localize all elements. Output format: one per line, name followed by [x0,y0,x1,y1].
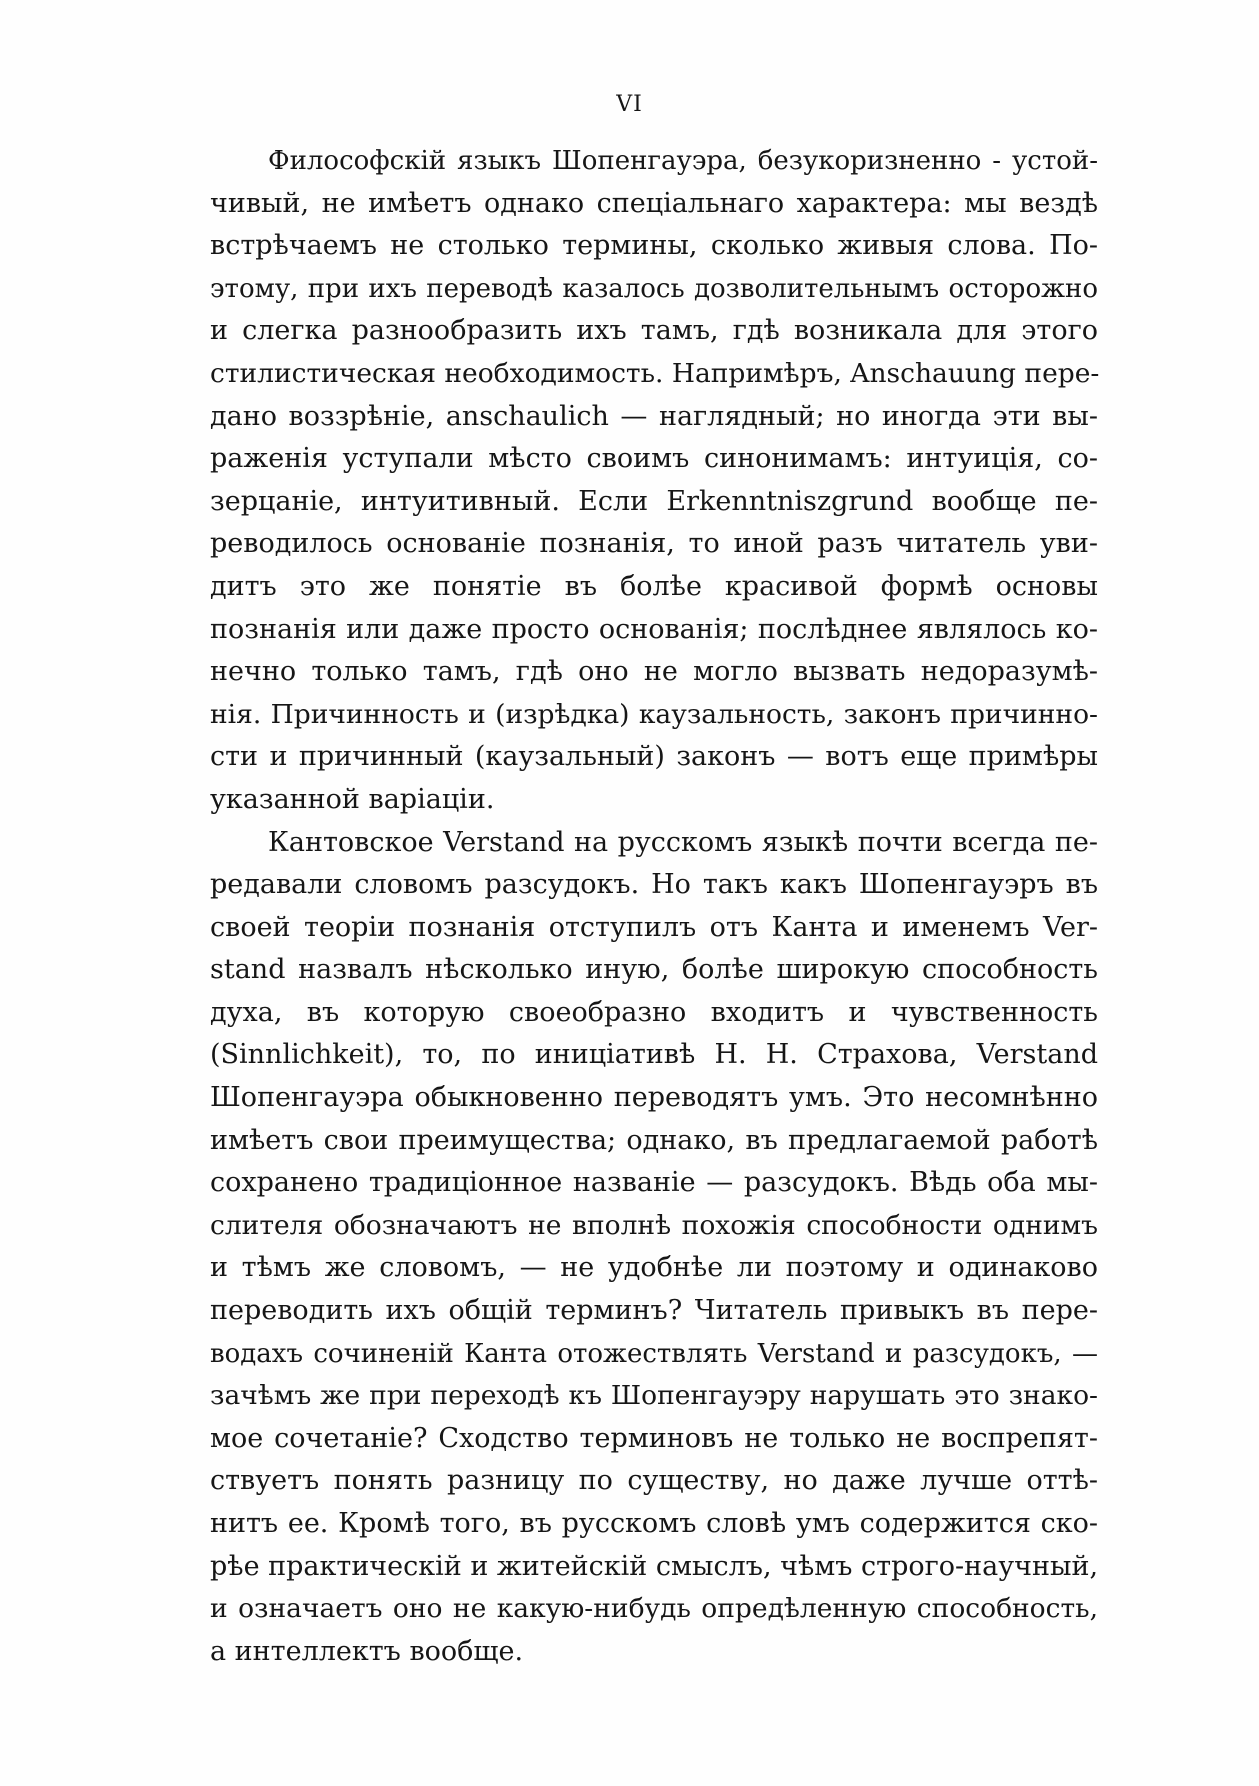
text-line: Кантовское Verstand на русскомъ языкѣ почти всегда пе- [268,826,1098,858]
text-line: нія. Причинность и (изрѣдка) каузальность, законъ причинно- [210,698,1098,730]
paragraph-1 [152,140,1098,822]
text-line: stand назвалъ нѣсколько иную, болѣе широкую способность [210,954,1098,986]
body-text [152,140,1098,1673]
text-line: своей теоріи познанія отступилъ отъ Канта и именемъ Ver- [210,911,1098,943]
text-line: дано воззрѣніе, anschaulich — наглядный; но иногда эти вы- [210,400,1098,432]
text-line: реводилось основаніе познанія, то иной разъ читатель уви- [210,528,1098,560]
text-line: зачѣмъ же при переходѣ къ Шопенгауэру нарушать это знако- [210,1380,1098,1412]
text-line: познанія или даже просто основанія; послѣднее являлось ко- [210,613,1098,645]
text-line: указанной варіаціи. [210,783,495,815]
text-line: чивый, не имѣетъ однако спеціальнаго характера: мы вездѣ [210,187,1098,219]
text-line: (Sinnlichkeit), то, по иниціативѣ Н. Н. Страхова, Verstand [210,1039,1098,1071]
text-line: этому, при ихъ переводѣ казалось дозволительнымъ осторожно [210,273,1098,304]
text-line: а интеллектъ вообще. [210,1635,524,1667]
text-line: ствуетъ понять разницу по существу, но даже лучше оттѣ- [210,1465,1098,1497]
text-line: сохранено традиціонное названіе — разсудокъ. Вѣдь оба мы- [210,1167,1098,1199]
text-line: нитъ ее. Кромѣ того, въ русскомъ словѣ умъ содержится ско- [210,1508,1098,1539]
text-line: дитъ это же понятіе въ болѣе красивой формѣ основы [210,570,1098,602]
text-line: рѣе практическій и житейскій смыслъ, чѣмъ строго-научный, [210,1550,1099,1582]
text-line: слителя обозначаютъ не вполнѣ похожія способности однимъ [210,1209,1098,1241]
paragraph-2 [152,822,1098,1674]
text-line: духа, въ которую своеобразно входитъ и чувственность [210,996,1098,1028]
text-line: Шопенгауэра обыкновенно переводятъ умъ. Это несомнѣнно [210,1082,1098,1114]
text-line: зерцаніе, интуитивный. Если Erkenntniszgrund вообще пе- [210,485,1098,517]
text-line: имѣетъ свои преимущества; однако, въ предлагаемой работѣ [210,1124,1098,1156]
text-line: и означаетъ оно не какую-нибудь опредѣленную способность, [210,1593,1098,1625]
text-line: нечно только тамъ, гдѣ оно не могло вызвать недоразумѣ- [210,656,1098,688]
text-line: мое сочетаніе? Сходство терминовъ не только не воспрепят- [210,1422,1098,1454]
text-line: Философскій языкъ Шопенгауэра, безукоризненно - устой- [268,146,1098,176]
text-line: встрѣчаемъ не столько термины, сколько живыя слова. По- [210,230,1098,262]
text-line: стилистическая необходимость. Напримѣръ, Anschauung пере- [210,357,1100,389]
page-number: VI [616,92,643,117]
text-line: водахъ сочиненій Канта отожествлять Verstand и разсудокъ, — [210,1338,1098,1369]
text-line: и слегка разнообразить ихъ тамъ, гдѣ возникала для этого [210,315,1098,347]
text-line: раженія уступали мѣсто своимъ синонимамъ: интуиція, со- [210,443,1098,475]
text-line: редавали словомъ разсудокъ. Но такъ какъ Шопенгауэръ въ [210,869,1098,901]
text-line: переводить ихъ общій терминъ? Читатель привыкъ въ пере- [210,1295,1098,1327]
text-line: сти и причинный (каузальный) законъ — вотъ еще примѣры [210,741,1098,773]
text-line: и тѣмъ же словомъ, — не удобнѣе ли поэтому и одинаково [210,1252,1098,1284]
